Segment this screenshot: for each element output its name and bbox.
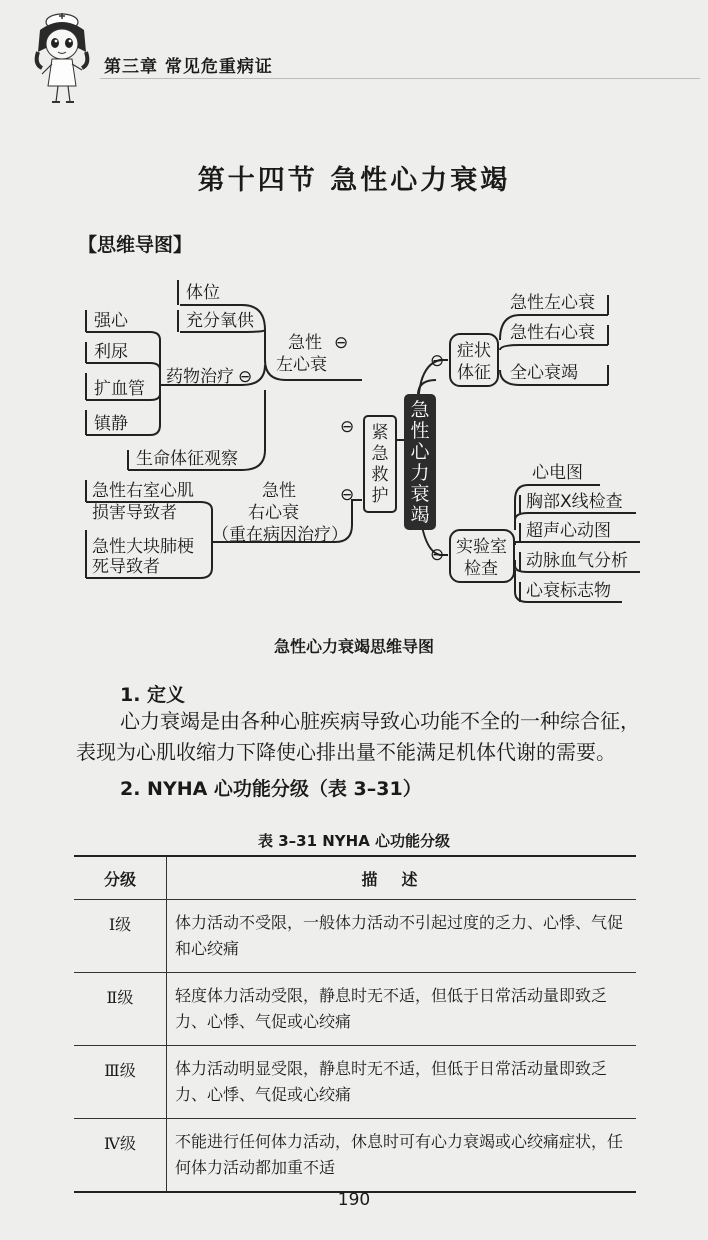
table-row: [74, 900, 636, 973]
right-cause-2-line2: 死导致者: [92, 557, 160, 577]
lab-item-hf-markers: 心衰标志物: [526, 581, 611, 601]
symptoms-label-2: 体征: [457, 363, 491, 383]
symptom-item-right: 急性右心衰: [510, 323, 595, 343]
right-hf-label-2: 右心衰: [248, 503, 299, 523]
vitals-label: 生命体征观察: [136, 449, 238, 469]
definition-heading: 1. 定义: [120, 684, 186, 706]
section-title: 第十四节 急性心力衰竭: [197, 165, 511, 196]
lab-item-echo: 超声心动图: [526, 521, 611, 541]
drug-collapse-icon[interactable]: ⊖: [238, 367, 253, 387]
table-row: [74, 973, 636, 1046]
oxygen-label: 充分氧供: [186, 311, 254, 331]
symptoms-label-1: 症状: [457, 341, 491, 361]
definition-text: 心力衰竭是由各种心脏疾病导致心功能不全的一种综合征，表现为心肌收缩力下降使心排出量不能满足机体代谢的需要。: [76, 709, 640, 764]
table-caption: 表 3–31 NYHA 心功能分级: [257, 832, 451, 850]
symptoms-collapse-icon[interactable]: ⊖: [430, 351, 445, 371]
nyha-heading: 2. NYHA 心功能分级（表 3–31）: [120, 778, 422, 800]
nyha-table: [74, 855, 636, 1193]
right-cause-2-line1: 急性大块肺梗: [92, 537, 194, 557]
mindmap-heading: 【思维导图】: [78, 234, 193, 256]
lab-item-ecg: 心电图: [532, 463, 583, 483]
header-divider: [100, 78, 700, 79]
labs-label-2: 检查: [464, 559, 498, 579]
left-hf-label-2: 左心衰: [276, 355, 327, 375]
nurse-cartoon-illustration: [28, 8, 100, 106]
description-cell: 轻度体力活动受限，静息时无不适，但低于日常活动量即致乏力、心悸、气促或心绞痛: [167, 973, 637, 1046]
description-cell: 体力活动明显受限，静息时无不适，但低于日常活动量即致乏力、心悸、气促或心绞痛: [167, 1046, 637, 1119]
symptom-item-whole: 全心衰竭: [510, 363, 578, 383]
right-hf-label-1: 急性: [262, 481, 296, 501]
right-cause-1-line2: 损害导致者: [92, 503, 177, 523]
drug-item-cardiotonic: 强心: [94, 311, 128, 331]
labs-label-1: 实验室: [456, 537, 507, 557]
chapter-header: 第三章 常见危重病证: [104, 57, 273, 77]
page-number: 190: [337, 1190, 371, 1210]
drug-item-vasodilator: 扩血管: [94, 379, 145, 399]
table-header-row: [74, 856, 636, 900]
labs-collapse-icon[interactable]: ⊖: [430, 545, 445, 565]
lab-item-xray: 胸部X线检查: [526, 492, 623, 512]
drug-therapy-label: 药物治疗: [166, 367, 234, 387]
table-row: [74, 1119, 636, 1193]
emergency-label: 紧急救护: [371, 423, 389, 506]
grade-cell: Ⅲ级: [74, 1046, 167, 1119]
description-cell: 不能进行任何体力活动，休息时可有心力衰竭或心绞痛症状，任何体力活动都加重不适: [167, 1119, 637, 1193]
description-cell: 体力活动不受限，一般体力活动不引起过度的乏力、心悸、气促和心绞痛: [167, 900, 637, 973]
right-hf-label-3: （重在病因治疗）: [212, 525, 348, 545]
center-node: [404, 394, 436, 530]
right-hf-collapse-icon[interactable]: ⊖: [340, 485, 355, 505]
drug-item-sedation: 镇静: [94, 414, 128, 434]
left-hf-collapse-icon[interactable]: ⊖: [334, 333, 349, 353]
mindmap-diagram: [0, 270, 708, 620]
symptom-item-left: 急性左心衰: [510, 293, 595, 313]
emergency-collapse-icon[interactable]: ⊖: [340, 417, 355, 437]
mindmap-caption: 急性心力衰竭思维导图: [273, 637, 434, 656]
right-cause-1-line1: 急性右室心肌: [92, 481, 194, 501]
grade-column-header: 分级: [74, 856, 167, 900]
position-label: 体位: [186, 283, 220, 303]
grade-cell: Ⅰ级: [74, 900, 167, 973]
left-hf-label-1: 急性: [288, 333, 322, 353]
grade-cell: Ⅳ级: [74, 1119, 167, 1193]
table-row: [74, 1046, 636, 1119]
grade-cell: Ⅱ级: [74, 973, 167, 1046]
definition-paragraph: [76, 706, 656, 768]
description-column-header: 描述: [167, 856, 637, 900]
lab-item-blood-gas: 动脉血气分析: [526, 551, 628, 571]
emergency-node: [364, 416, 396, 512]
center-label: 急性心力衰竭: [410, 399, 430, 526]
drug-item-diuretic: 利尿: [94, 342, 128, 362]
